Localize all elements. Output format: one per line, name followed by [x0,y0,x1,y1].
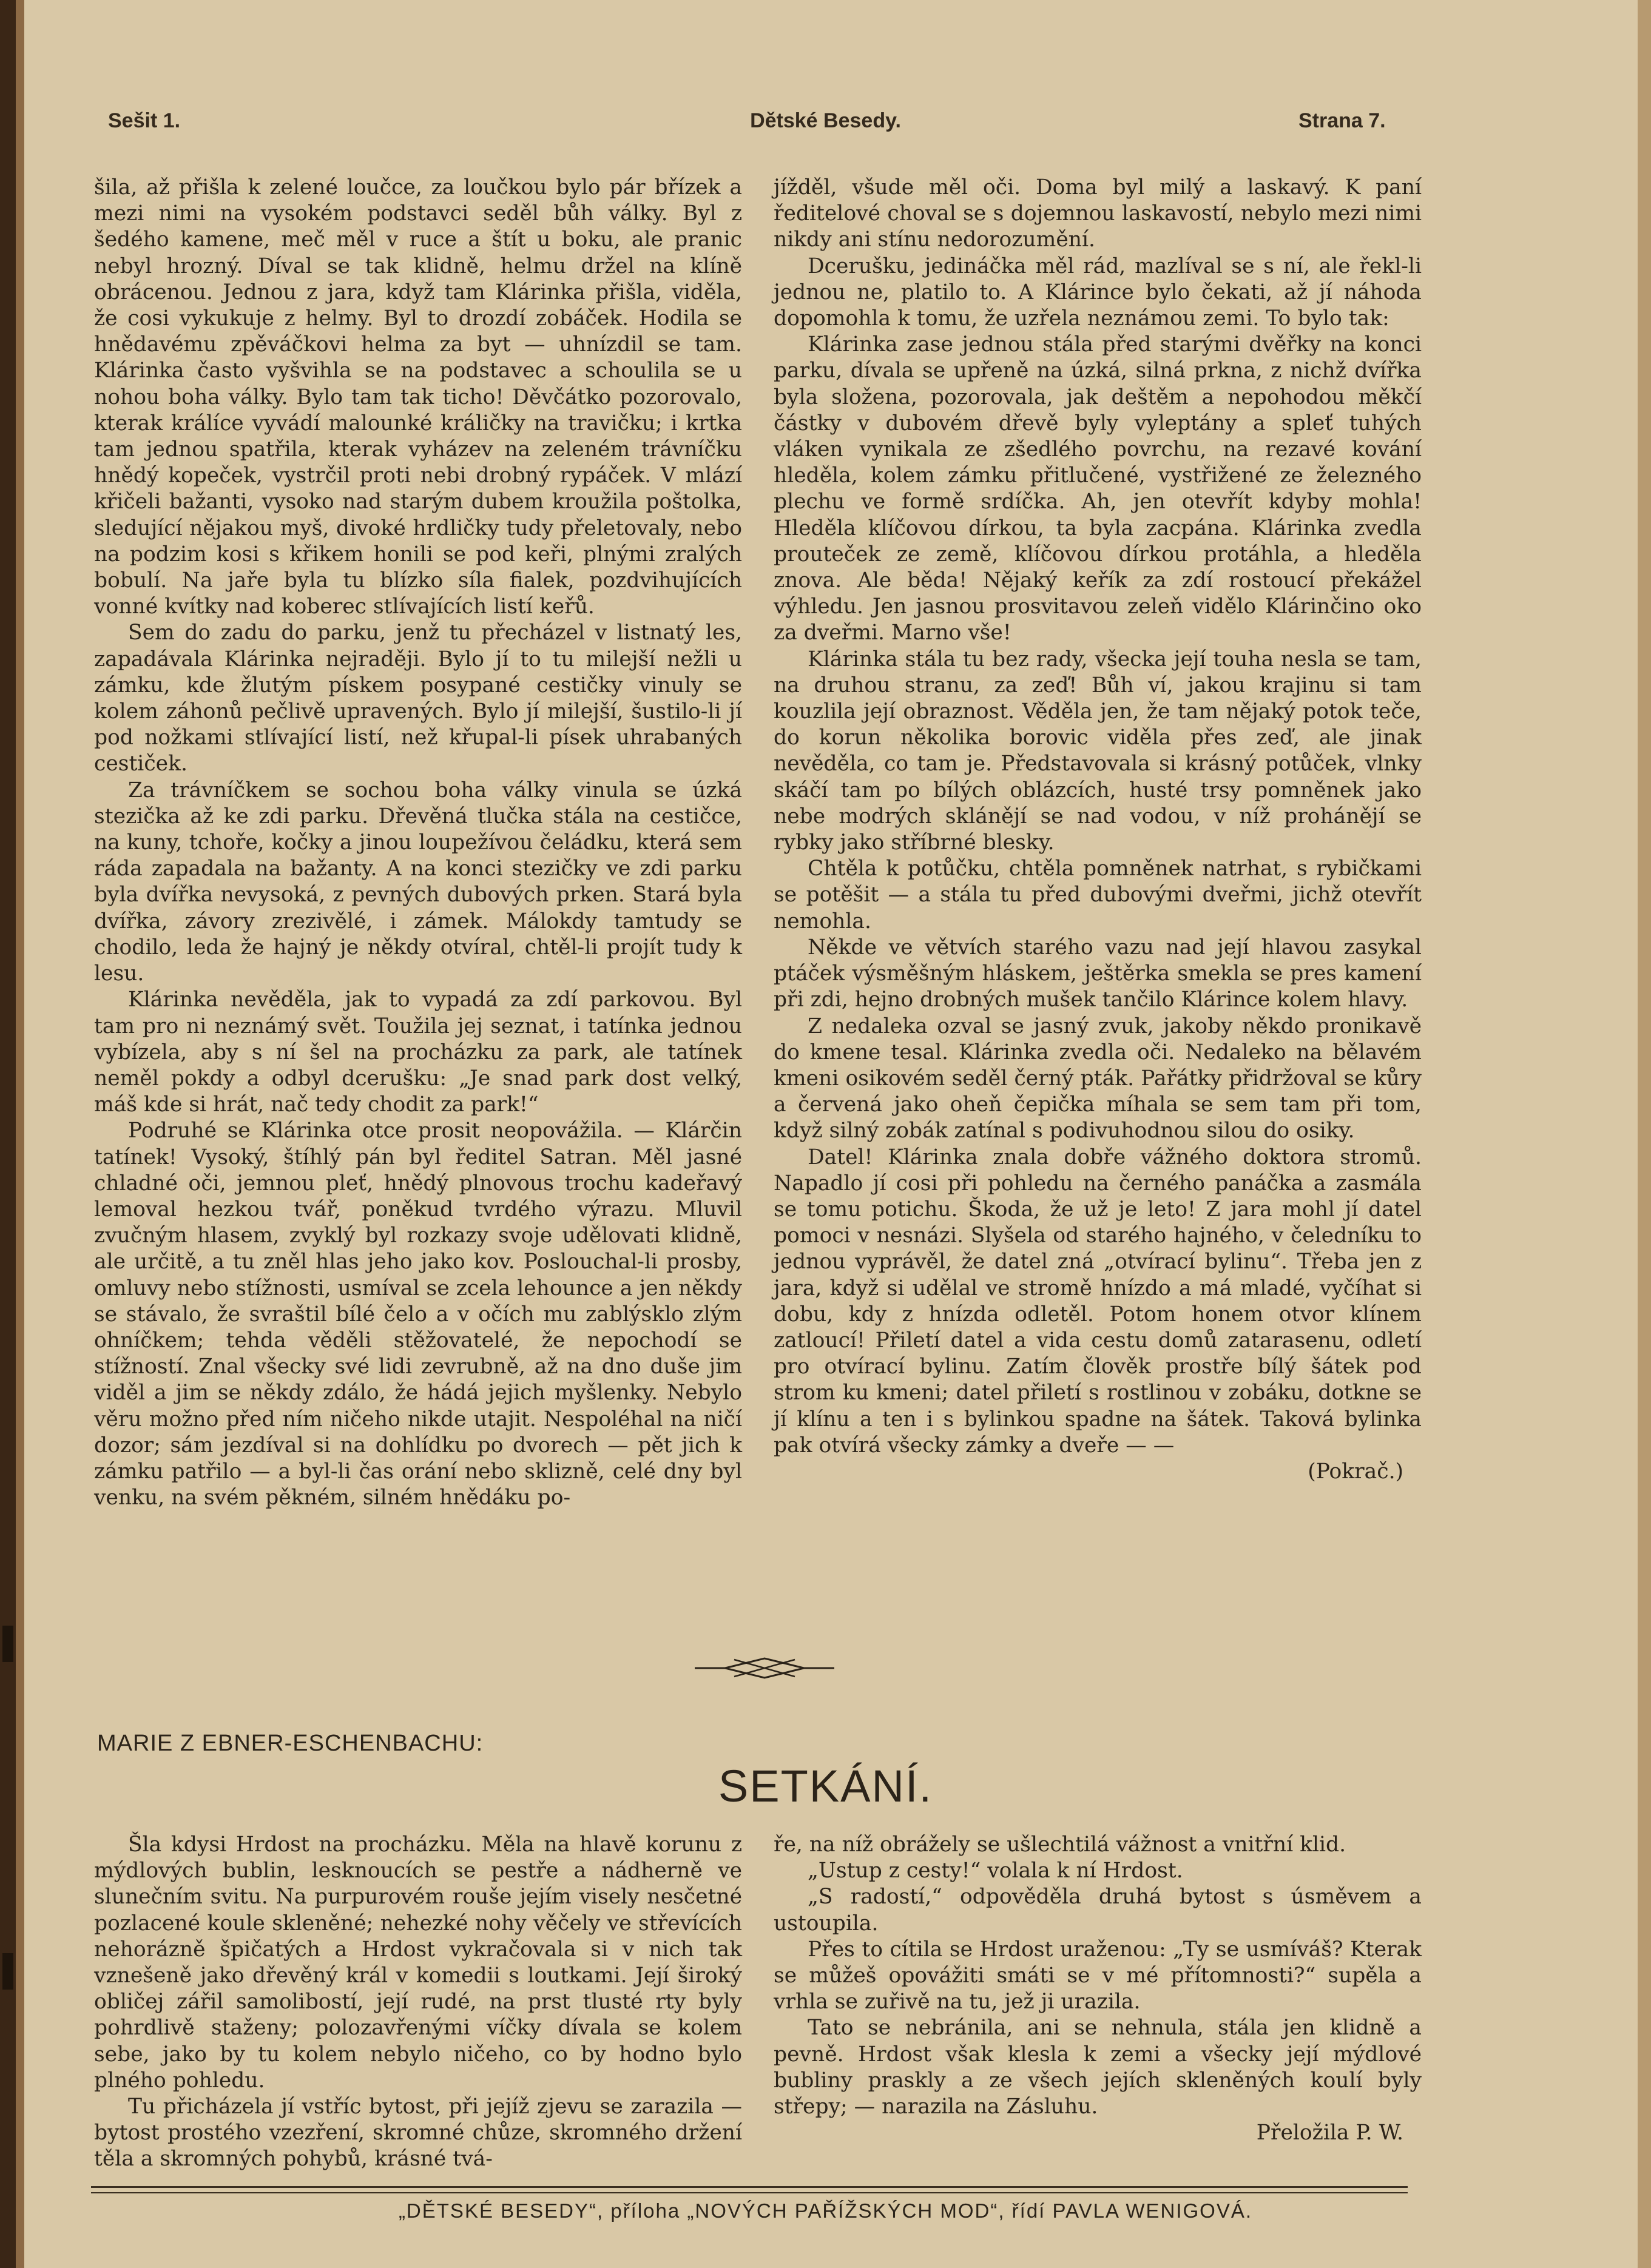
paragraph: Za trávníčkem se sochou boha války vinula se úzká stezička až ke zdi parku. Dřevěná tlučka stála na cestičce, na kuny, tchoře, kočky a jinou loupežívou čeládku, která sem ráda zapadala na bažanty. A na konci stezičky ve zdi parku byla dvířka nevysoká, z pevných dubových prken. Stará byla dvířka, závory zrezivělé, i zámek. Málokdy tamtudy se chodilo, leda že hajný je někdy otvíral, chtěl-li projít tudy k lesu. [94,778,742,986]
binding-edge [0,0,16,2268]
story2-column-left [94,1832,742,2173]
paragraph: Klárinka zase jednou stála před starými dvěřky na konci parku, dívala se upřeně na úzká, silná prkna, z nichž dvířka byla složena, pozorovala, jak deštěm a nepohodou měkčí částky v dubovém dřevě byly vyleptány a spleť tuhých vláken vynikala ze zšedlého povrchu, na rezavé kování hleděla, kolem zámku přitlučené, vystřižené ze železného plechu ve formě srdíčka. Ah, jen otevřít kdyby mohla! Hleděla klíčovou dírkou, ta byla zacpána. Klárinka zvedla prouteček ze země, klíčovou dírkou protáhla, a hleděla znova. Ale běda! Nějaký keřík za zdí rostoucí překážel výhledu. Jen jasnou prosvitavou zeleň vidělo Klárinčino oko za dveřmi. Marno vše! [774,332,1422,645]
story1-column-right [774,175,1422,1485]
paragraph: Datel! Klárinka znala dobře vážného doktora stromů. Napadlo jí cosi při pohledu na černého panáčka a zasmála se tomu potichu. Škoda, že už je leto! Z jara mohl jí datel pomoci v nesnázi. Slyšela od starého hajného, v čeledníku to jednou vyprávěl, že datel zná „otvírací bylinu“. Třeba jen z jara, když si udělal ve stromě hnízdo a má mladé, vyčíhat si dobu, kdy z hnízda odletěl. Potom honem otvor klínem zatloucí! Přiletí datel a vida cestu domů zatarasenu, odletí pro otvírací bylinu. Zatím člověk prostře bílý šátek pod strom ku kmeni; datel přiletí s rostlinou v zobáku, dotkne se jí klínu a ten i s bylinkou spadne na šátek. Taková bylinka pak otvírá všecky zámky a dveře — — [774,1145,1422,1458]
header-journal-title: Dětské Besedy. [750,109,901,132]
paragraph: Šla kdysi Hrdost na procházku. Měla na hlavě korunu z mýdlových bublin, lesknoucích se pestře a nádherně ve slunečním svitu. Na purpurovém rouše jejím visely nesčetné pozlacené koule skleněné; nehezké nohy věčely ve střevících nehorázně špičatých a Hrdost vykračovala si v nich tak vznešeně jako dřevěný král v komedii s loutkami. Její široký obličej zářil samolibostí, její rudé, na prst tlusté rty byly pohrdlivě staženy; polozavřenými víčky dívala se kolem sebe, jako by tu kolem nebylo ničeho, co by hodno bylo plného pohledu. [94,1832,742,2093]
paragraph: „S radostí,“ odpověděla druhá bytost s úsměvem a ustoupila. [774,1885,1422,1936]
paragraph: Z nedaleka ozval se jasný zvuk, jakoby někdo pronikavě do kmene tesal. Klárinka zvedla oči. Nedaleko na bělavém kmeni osikovém seděl černý pták. Pařátky přidržoval se kůry a červená jako oheň čepička míhala se sem tam při tom, když silný zobák zatínal s podivuhodnou silou do osiky. [774,1014,1422,1143]
paragraph: Sem do zadu do parku, jenž tu přecházel v listnatý les, zapadávala Klárinka nejraději. Bylo jí to tu milejší nežli u zámku, kde žlutým pískem posypané cestičky vinuly se kolem záhonů pečlivě upravených. Bylo jí milejší, šustilo-li jí pod nožkami stlívající listí, než křupal-li písek uhrabaných cestiček. [94,621,742,776]
paragraph: Dcerušku, jedináčka měl rád, mazlíval se s ní, ale řekl-li jednou ne, platilo to. A Klárince bylo čekati, až jí náhoda dopomohla k tomu, že uzřela neznámou zemi. To bylo tak: [774,254,1422,331]
paragraph: Někde ve větvích starého vazu nad její hlavou zasykal ptáček výsměšným hláskem, ještěrka smekla se pres kamení při zdi, hejno drobných mušek tančilo Klárince kolem hlavy. [774,935,1422,1012]
ornament-divider-icon [695,1655,834,1681]
translator-credit: Přeložila P. W. [1256,2121,1403,2145]
header-issue: Sešit 1. [108,109,181,132]
paragraph: Tato se nebránila, ani se nehnula, stála jen klidně a pevně. Hrdost však klesla k zemi a všecky její mýdlové bubliny praskly a ze všech jejích skleněných koulí byly střepy; — narazila na Zásluhu. [774,2016,1422,2119]
story2-column-right [774,1832,1422,2146]
story1-column-left [94,175,742,1511]
binding-tab [2,1953,13,1990]
footer-rule [91,2192,1408,2193]
story2-author: MARIE Z EBNER-ESCHENBACHU: [97,1731,484,1756]
header-page-number: Strana 7. [1298,109,1386,132]
paragraph: šila, až přišla k zelené loučce, za loučkou bylo pár břízek a mezi nimi na vysokém podstavci seděl bůh války. Byl z šedého kamene, meč měl v ruce a štít u boku, ale pranic nebyl hrozný. Díval se tak klidně, helmu držel na klíně obrácenou. Jednou z jara, když tam Klárinka přišla, viděla, že cosi vykukuje z helmy. Byl to drozdí zobáček. Hodila se hnědavému zpěváčkovi helma za byt — uhnízdil se tam. Klárinka často vyšvihla se na podstavec a schoulila se u nohou boha války. Bylo tam tak ticho! Děvčátko pozorovalo, kterak králíce vyvádí malounké králičky na travičku; i krtka tam jednou spatřila, kterak vyházev na zeleném trávníčku hnědý kopeček, vystrčil proti nebi drobný rypáček. V mlází křičeli bažanti, vysoko nad starým dubem kroužila poštolka, sledující nějakou myš, divoké hrdličky tudy přeletovaly, nebo na podzim kosi s křikem honili se pod keři, plnými zralých bobulí. Na jaře byla tu blízko síla fialek, pozdvihujících vonné kvítky nad koberec stlívajících listí keřů. [94,175,742,619]
paragraph: Podruhé se Klárinka otce prosit neopovážila. — Klárčin tatínek! Vysoký, štíhlý pán byl ředitel Satran. Měl jasné chladné oči, jemnou pleť, hnědý plnovous trochu kadeřavý lemoval hezkou tvář, poněkud tvrdého výrazu. Mluvil zvučným hlasem, zvyklý byl rozkazy svoje udělovati klidně, ale určitě, a tu zněl hlas jeho jako kov. Poslouchal-li prosby, omluvy nebo stížnosti, usmíval se zcela lehounce a jen někdy se stávalo, že svraštil bílé čelo a v očích mu zablýsklo zlým ohníčkem; tehda věděli stěžovatelé, že nepochodí se stížností. Znal všecky své lidi zevrubně, až na dno duše jim viděl a jim se někdy zdálo, že hádá jejich myšlenky. Nebylo věru možno před ním ničeho nikde utajit. Nespoléhal na ničí dozor; sám jezdíval si na dohlídku po dvorech — pět jich k zámku patřilo — a byl-li čas orání nebo sklizně, celé dny byl venku, na svém pěkném, silném hnědáku po- [94,1119,742,1510]
paragraph: „Ustup z cesty!“ volala k ní Hrdost. [808,1859,1183,1883]
continued-note: (Pokrač.) [1308,1459,1403,1484]
binding-shadow [16,0,24,2268]
footer-publication-note: „DĚTSKÉ BESEDY“, příloha „NOVÝCH PAŘÍŽSKÝCH MOD“, řídí PAVLA WENIGOVÁ. [398,2199,1253,2222]
paragraph: Klárinka stála tu bez rady, všecka její touha nesla se tam, na druhou stranu, za zeď! Bůh ví, jakou krajinu si tam kouzlila její obraznost. Věděla jen, že tam nějaký potok teče, do korun několika borovic viděla přes zeď, ale jinak nevěděla, co tam je. Představovala si krásný potůček, vlnky skáčí tam po bílých oblázcích, husté trsy pomněnek jako nebe modrých sklánějí se nad vodou, v níž prohánějí se rybky jako stříbrné blesky. [774,647,1422,855]
footer-rule [91,2186,1408,2188]
paragraph: Tu přicházela jí vstříc bytost, při jejíž zjevu se zarazila — bytost prostého vzezření, skromné chůze, skromného držení těla a skromných pohybů, krásné tvá- [94,2095,742,2172]
page-edge [1638,0,1651,2268]
paragraph: Klárinka nevěděla, jak to vypadá za zdí parkovou. Byl tam pro ni neznámý svět. Toužila jej seznat, i tatínka jednou vybízela, aby s ní šel na procházku za park, ale tatínek neměl pokdy a odbyl dcerušku: „Je snad park dost velký, máš kde si hrát, nač tedy chodit za park!“ [94,988,742,1117]
paragraph: Chtěla k potůčku, chtěla pomněnek natrhat, s rybičkami se potěšit — a stála tu před dubovými dveřmi, jichž otevřít nemohla. [774,856,1422,934]
paragraph: ře, na níž obrážely se ušlechtilá vážnost a vnitřní klid. [774,1832,1346,1857]
paragraph: Přes to cítila se Hrdost uraženou: „Ty se usmíváš? Kterak se můžeš opovážiti smáti se v mé přítomnosti?“ supěla a vrhla se zuřivě na tu, jež ji urazila. [774,1937,1422,2014]
paragraph: jížděl, všude měl oči. Doma byl milý a laskavý. K paní ředitelové choval se s dojemnou laskavostí, nebylo mezi nimi nikdy ani stínu nedorozumění. [774,175,1422,252]
binding-tab [2,1626,13,1662]
story2-title: SETKÁNÍ. [718,1761,933,1811]
